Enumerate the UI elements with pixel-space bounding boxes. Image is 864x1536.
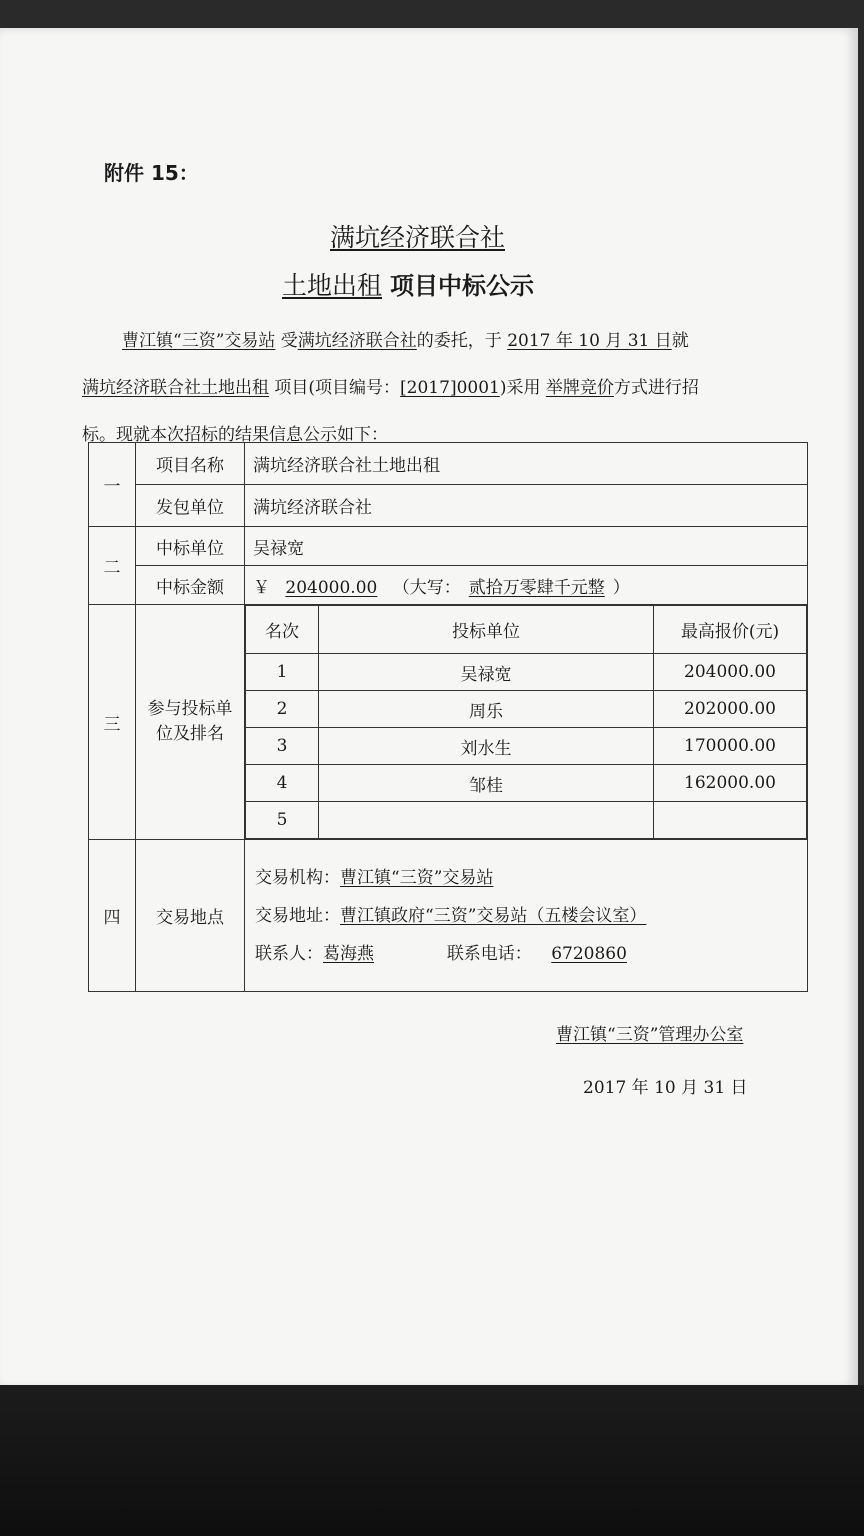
winner-value: 吴禄宽 — [245, 527, 808, 566]
sign-date: 2017 年 10 月 31 日 — [583, 1078, 748, 1098]
issuer-label: 发包单位 — [136, 485, 245, 527]
bidder-price — [654, 802, 807, 839]
bidders-label: 参与投标单位及排名 — [136, 605, 245, 840]
phone-value: 6720860 — [551, 943, 627, 964]
section-number: 四 — [89, 840, 136, 992]
table-row — [246, 654, 807, 691]
agency-line — [255, 859, 797, 897]
intro-station: 曹江镇“三资”交易站 — [122, 331, 276, 351]
table-row — [246, 802, 807, 839]
bidder-price: 204000.00 — [654, 654, 807, 691]
amount-caps-prefix: （大写： — [392, 577, 461, 598]
bidder-rank: 1 — [246, 654, 319, 691]
intro-client: 满坑经济联合社 — [297, 331, 417, 351]
bidder-name: 刘水生 — [319, 728, 654, 765]
project-name-label: 项目名称 — [136, 443, 245, 485]
agency-label: 交易机构： — [255, 867, 340, 888]
amount-value: 204000.00 — [285, 577, 378, 598]
header-bidder: 投标单位 — [319, 606, 654, 654]
intro-project-no: [2017]0001 — [400, 378, 500, 398]
bidder-name: 吴禄宽 — [319, 654, 654, 691]
intro-method: 举牌竞价 — [545, 378, 614, 398]
table-row — [246, 691, 807, 728]
section-number: 一 — [89, 443, 136, 527]
intro-text: 方式进行招 — [613, 378, 699, 398]
amount-value-cell — [245, 566, 808, 605]
dark-background — [0, 1385, 864, 1536]
header-rank: 名次 — [246, 606, 319, 654]
title-org: 满坑经济联合社 — [330, 223, 506, 252]
place-label: 交易地点 — [136, 840, 245, 992]
intro-text: )采用 — [499, 378, 541, 398]
address-label: 交易地址： — [255, 905, 340, 926]
contact-label: 联系人： — [255, 943, 323, 964]
section-number: 三 — [89, 605, 136, 840]
section-number: 二 — [89, 527, 136, 605]
intro-project-name: 满坑经济联合社土地出租 — [82, 378, 269, 398]
contact-value: 葛海燕 — [323, 943, 374, 964]
intro-text: 受 — [280, 331, 298, 351]
address-value: 曹江镇政府“三资”交易站（五楼会议室） — [340, 905, 647, 926]
bidder-rank: 5 — [246, 802, 319, 839]
contact-line — [255, 935, 797, 973]
issuer-value: 满坑经济联合社 — [245, 485, 808, 527]
table-row — [246, 765, 807, 802]
bidder-rank: 4 — [246, 765, 319, 802]
bidder-rank: 2 — [246, 691, 319, 728]
bidder-name: 邹桂 — [319, 765, 654, 802]
signature: 曹江镇“三资”管理办公室 — [556, 1025, 744, 1045]
phone-label: 联系电话： — [446, 943, 532, 964]
intro-text: 的委托，于 — [416, 331, 502, 351]
bidder-price: 162000.00 — [654, 765, 807, 802]
title-line2 — [282, 266, 534, 302]
intro-date: 2017 年 10 月 31 日 — [507, 331, 672, 351]
bidders-cell — [245, 605, 808, 840]
title-suffix: 项目中标公示 — [389, 272, 534, 300]
header-price: 最高报价(元) — [654, 606, 807, 654]
intro-text: 就 — [671, 331, 689, 351]
attachment-label: 附件 15： — [104, 161, 199, 185]
title-project-type: 土地出租 — [282, 271, 383, 300]
bidder-price: 202000.00 — [654, 691, 807, 728]
bidders-table — [245, 605, 807, 839]
agency-value: 曹江镇“三资”交易站 — [340, 867, 494, 888]
project-name-value: 满坑经济联合社土地出租 — [245, 443, 808, 485]
bidder-name — [319, 802, 654, 839]
address-line — [255, 897, 797, 935]
intro-line3: 标。现就本次招标的结果信息公示如下： — [82, 425, 388, 445]
amount-caps-suffix: ） — [612, 577, 630, 598]
bidder-name: 周乐 — [319, 691, 654, 728]
bidder-price: 170000.00 — [654, 728, 807, 765]
winner-label: 中标单位 — [136, 527, 245, 566]
intro-line1 — [122, 326, 689, 351]
amount-label: 中标金额 — [136, 566, 245, 605]
currency-symbol: ￥ — [253, 577, 270, 598]
intro-line2 — [82, 373, 699, 398]
amount-caps: 贰拾万零肆千元整 — [468, 577, 605, 598]
intro-text: 项目(项目编号： — [274, 378, 401, 398]
bidder-rank: 3 — [246, 728, 319, 765]
result-table — [88, 442, 808, 992]
place-details — [245, 840, 808, 992]
table-row — [246, 728, 807, 765]
